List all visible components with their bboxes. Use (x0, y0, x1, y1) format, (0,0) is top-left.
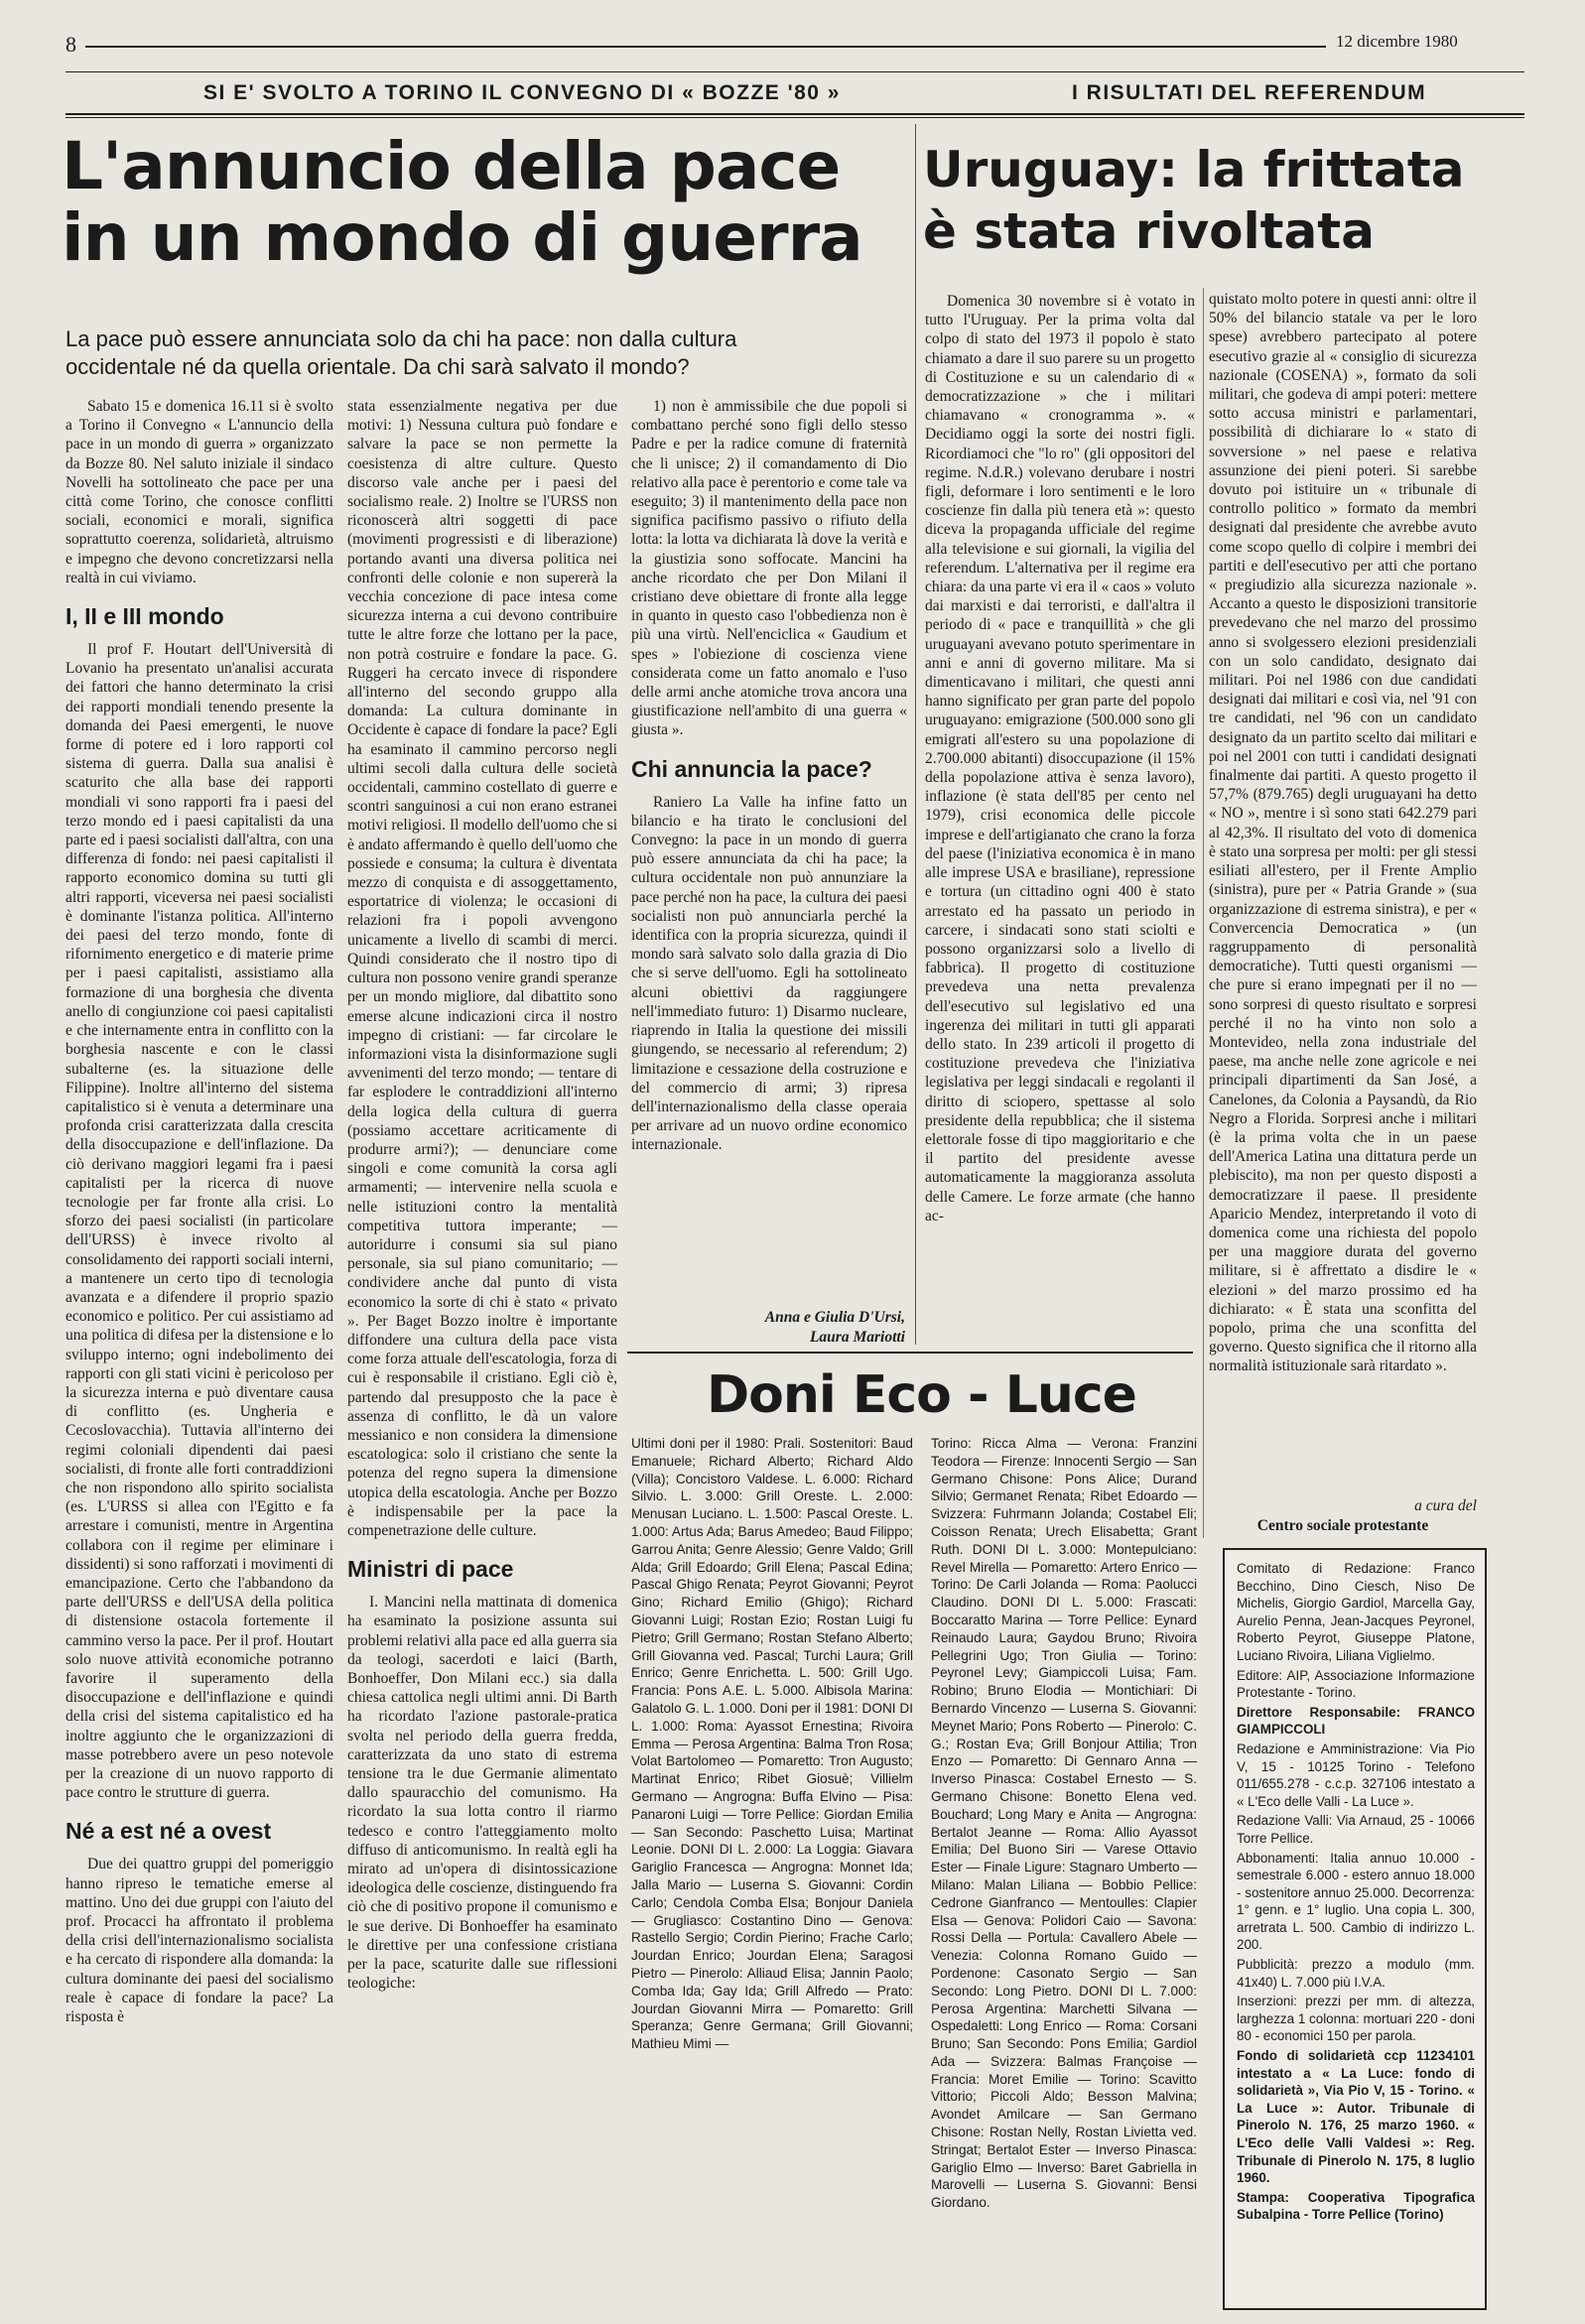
headline-line-2: in un mondo di guerra (62, 199, 862, 276)
doni-headline: Doni Eco - Luce (707, 1365, 1136, 1425)
doni-text: Ultimi doni per il 1980: Prali. Sostenitori: Baud Emanuele; Richard Alberto; Richard Aldo (Villa); Concistoro Valdese. L. 6.000: Richard Silvio. L. 3.000: Grill Oreste. L. 2.000: Menusan Luciano. L. 1.500: Pascal Oreste. L. 1.000: Artus Ada; Barus Amedeo; Baud Filippo; Garrou Anita; Genre Alessio; Genre Valdo; Grill Alda; Grill Edoardo; Grill Elena; Pascal Edina; Pascal Ghigo Renata; Peyrot Giovanni; Peyrot Gino; Richard Emilio (Ghigo); Richard Giovanni Luigi; Rostan Ezio; Rostan Luigi fu Pietro; Grill Germano; Rostan Stefano Alberto; Grill Giovanna ved. Pascal; Turchi Laura; Grill Enrico; Genre Enrichetta. L. 500: Grill Ugo. Francia: Pons A.E. L. 5.000. Albisola Marina: Galatolo G. L. 1.000. Doni per il 1981: DONI DI L. 1.000: Roma: Ayassot Ernestina; Rivoira Emma — Perosa Argentina: Balma Tron Rosa; Volat Bartolomeo — Pomaretto: Tron Augusto; Martinat Enrico; Ribet Giosuè; Villielm Germano — Angrogna: Buffa Elvino — Pisa: Panaroni Luigi — Torre Pellice: Giordan Emilia — San Secondo: Paschetto Luisa; Martinat Leonie. DONI DI L. 2.000: La Loggia: Giavara Gariglio Francesca — Angrogna: Monnet Ida; Jalla Mario — Luserna S. Giovanni: Cordin Carlo; Cendola Comba Elsa; Bonjour Daniela — Grugliasco: Costantino Dino — Genova: Rastello Sergio; Cordin Pierino; Frache Carlo; Jourdan Enrico; Jourdan Elena; Saragosi Pietro — Pinerolo: Alliaud Elisa; Jannin Paolo; Comba Ida; Gay Ida; Grill Alfredo — Prato: Jourdan Giovanni Mirra — Pomaretto: Grill Speranza; Genre Germana; Grill Giovanni; Mathieu Mimi — (631, 1436, 913, 2052)
masthead-comitato: Comitato di Redazione: Franco Becchino, Dino Ciesch, Niso De Michelis, Giorgio Gardiol, Marcella Gay, Aurelio Penna, Jean-Jacques Peyronel, Roberto Peyrot, Giuseppe Platone, Luciano Rivoira, Liliana Viglielmo. (1237, 1561, 1475, 1663)
credit (1209, 1496, 1477, 1536)
article-column-3 (631, 397, 907, 1310)
section-heading: Chi annuncia la pace? (631, 755, 872, 782)
section-heading: Né a est né a ovest (66, 1818, 272, 1845)
paragraph: Sabato 15 e domenica 16.11 si è svolto a Torino il Convegno « L'annuncio della pace in un mondo di guerra » organizzato da Bozze 80. Nel saluto iniziale il sindaco Novelli ha sottolineato che pace per una città come Torino, che conosce conflitti sociali, economici e morali, significa soprattutto coerenza, solidarietà, altruismo e impegno che devono concretizzarsi nella realtà in cui viviamo. (66, 398, 333, 586)
masthead-valli: Redazione Valli: Via Arnaud, 25 - 10066 Torre Pellice. (1237, 1813, 1475, 1846)
subheadline-2: occidentale né da quella orientale. Da chi sarà salvato il mondo? (66, 354, 690, 379)
left-kicker: SI E' SVOLTO A TORINO IL CONVEGNO DI « BOZZE '80 » (203, 81, 841, 104)
paragraph: Due dei quattro gruppi del pomeriggio hanno ripreso le tematiche emerse al mattino. Uno dei due gruppi con l'aiuto del prof. Procacci ha affrontato il problema della crisi dell'internazionalismo socialista e ha cercato di rispondere alla domanda: la cultura dominante dei paesi del socialismo reale è capace di fondare la pace? La risposta è (66, 1856, 333, 2026)
uruguay-headline-2: è stata rivoltata (923, 202, 1375, 260)
credit-line-2: Centro sociale protestante (1256, 1517, 1429, 1534)
headline-line-1: L'annuncio della pace (62, 128, 841, 204)
paragraph: Raniero La Valle ha infine fatto un bilancio e ha tirato le conclusioni del Convegno: la pace in un mondo di guerra può essere annunciata da chi ha pace; la cultura occidentale non può annunziare la pace perché non ha pace, la cultura dei paesi socialisti non può annunciarla perché la identifica con la propria sicurezza, quindi il mondo sarà salvato solo dalla grazia di Dio che si serve dell'uomo. Egli ha sottolineato alcuni obiettivi da raggiungere nell'immediato futuro: 1) Disarmo nucleare, riaprendo in Italia la questione dei missili giungendo, se necessario al referendum; 2) limitazione e cessazione della costruzione e del commercio di armi; 3) ripresa dell'internazionalismo della classe operaia per arrivare ad un nuovo ordine economico internazionale. (631, 793, 907, 1154)
section-heading: Ministri di pace (347, 1556, 514, 1583)
paragraph: stata essenzialmente negativa per due motivi: 1) Nessuna cultura può fondare e salvare la pace se non permette la coesistenza di altre culture. Questo discorso vale anche per i paesi del socialismo reale. 2) Inoltre se l'URSS non riconoscerà altri soggetti di pace (movimenti progressisti e di liberazione) portando avanti una diversa politica nei confronti delle colonie e non supererà la vecchia concezione di pace intesa come sicurezza interna a cui devono contribuire tutte le altre forze che lottano per la pace, non potrà costruire e fondare la pace. G. Ruggeri ha cercato invece di rispondere all'interno del secondo gruppo alla domanda: La cultura dominante in Occidente è capace di fondare la pace? Egli ha esaminato il cammino percorso negli ultimi secoli dalla cultura delle società occidentali, cammino costellato di guerre e scontri sanguinosi a cui non erano estranei motivi religiosi. Il modello dell'uomo che si è andato affermando è quello dell'uomo che possiede e consuma; la cultura è diventata mezzo di conquista e di assoggettamento, esportatrice di violenza; le occasioni di relazioni fra i popoli avvengono unicamente a livello di scambi di merci. Quindi considerato che il nostro tipo di cultura non possono venire grandi speranze per un mondo migliore, dal dibattito sono emerse alcune indicazioni circa il nostro impegno di cristiani: — far circolare le informazioni vista la disinformazione sugli avvenimenti del terzo mondo; — tentare di far esplodere le contraddizioni all'interno della logica della cultura di guerra (possiamo accettare acriticamente di produrre armi?); — denunciare come singoli e come comunità la corsa agli armamenti; — intervenire nella scuola e nelle istituzioni contro la mentalità competitiva tuttora imperante; — autoridurre i consumi sia sul piano personale, sia sul piano comunitario; — condividere anche dal punto di vista economico la sorte di chi è stato « privato ». Per Baget Bozzo inoltre è importante diffondere una cultura della pace vista come forza attuale dell'escatologia, forza di cui è responsabile il cristiano. Egli ciò è, partendo dal presupposto che la pace è assenza di conflitto, le dà un valore messianico e non considera la dimensione escatologica: solo il cristiano che sente la potenza del regno supera la dimensione utopica della escatologia. Anche per Bozzo è indispensabile per la pace la compenetrazione delle culture. (347, 398, 617, 1539)
signature (635, 1308, 905, 1348)
masthead-redazione: Redazione e Amministrazione: Via Pio V, 15 - 10125 Torino - Telefono 011/655.278 - c.c.p. 327106 intestato a « L'Eco delle Valli - La Luce ». (1237, 1741, 1475, 1809)
paragraph: I. Mancini nella mattinata di domenica ha esaminato la posizione assunta sui problemi relativi alla pace ed alla guerra sia da teologi, sacerdoti e laici (Barth, Bonhoeffer, Don Milani ecc.) sia dalla chiesa cattolica negli ultimi anni. Di Barth ha ricordato l'azione pastorale-pratica svolta nel periodo della guerra fredda, caratterizzata da uno stato di estrema tensione tra le due Germanie alimentato dallo spauracchio del comunismo. Ha ricordato la sua lotta contro il riarmo tedesco e contro l'atteggiamento molto diffuso di anticomunismo. In realtà egli ha mirato ad un'opera di disintossicazione ideologica delle coscienze, distinguendo fra ciò che di positivo propone il comunismo e le sue derive. Di Bonhoeffer ha esaminato le direttive per una confessione cristiana per la pace, scaturite dalle sue riflessioni teologiche: (347, 1594, 617, 1993)
paragraph: Domenica 30 novembre si è votato in tutto l'Uruguay. Per la prima volta dal colpo di stato del 1973 il popolo è stato chiamato a dare il suo parere su un progetto di Costituzione e su un calendario di « democratizzazione » che i militari chiamavano « cronogramma ». « Decidiamo oggi la sorte dei nostri figli. Ricordiamoci che "lo ro" (gli oppositori del regime. N.d.R.) volevano derubare i nostri figli, deformare i loro sentimenti e le loro coscienze fin dalla più tenera età »: questo diceva la propaganda ufficiale del regime alla televisione e sui giornali, la vigilia del referendum. L'alternativa per il regime era chiara: da una parte vi era il « caos » voluto dai marxisti e dai terroristi, e dall'altra il periodo di « pace e tranquillità » che gli uruguayani avevano potuto sperimentare in anni e anni di governo militare. Ma si dimenticavano i militari, che questi anni hanno significato per gran parte del popolo uruguayano: emigrazione (500.000 sono gli emigrati all'estero su una popolazione di 2.700.000 abitanti) disoccupazione (il 15% della popolazione attiva è senza lavoro), inflazione (è stata dell'85 per cento nel 1979), crisi economica delle piccole imprese e dell'artigianato che crano la forza del paese (l'iniziativa economica è in mano alle imprese USA e brasiliane), repressione e tortura (un cittadino ogni 400 è stato arrestato ed ha passato un periodo in carcere, i sindacati sono stati sciolti e possono organizzarsi solo a livello di fabbrica). Il progetto di costituzione prevedeva una netta prevalenza dell'esecutivo sul legislativo ed una ingerenza dei militari in tutti gli apparati dello stato. In 239 articoli il progetto di costituzione prevedeva che l'iniziativa legislativa per leggi sindacali e regolanti il diritto di sciopero, spettasse al solo presidente della repubblica; che il sistema elettorale fosse di tipo maggioritario e che il partito del presidente avesse automaticamente la maggioranza assoluta delle Camere. Le forze armate (che hanno ac- (925, 293, 1195, 1225)
article-column-1 (66, 397, 333, 2312)
right-kicker: I RISULTATI DEL REFERENDUM (1072, 81, 1427, 104)
doni-column-2 (931, 1435, 1197, 2308)
paragraph: 1) non è ammissibile che due popoli si combattano perché sono figli dello stesso Padre e per la radice comune di fraternità che li unisce; 2) il comandamento di Dio relativo alla pace è perentorio e come tale va eseguito; 3) il mantenimento della pace non significa pacifismo passivo o rifiuto della lotta: la lotta va dichiarata là dove la verità e la giustizia sono soffocate. Mancini ha anche ricordato che per Don Milani il cristiano deve obiettare di fronte alla legge in quanto in questo caso l'obbedienza non è più una virtù. Nell'enciclica « Gaudium et spes » l'obiezione di coscienza viene considerata come un fatto anomalo e l'uso delle armi anche atomiche trova ancora una giustificazione nell'ambito di una guerra « giusta ». (631, 398, 907, 739)
signature-line-1: Anna e Giulia D'Ursi, (764, 1309, 905, 1326)
header-rule (85, 46, 1326, 48)
subheadline-1: La pace può essere annunciata solo da chi ha pace: non dalla cultura (66, 326, 737, 351)
masthead-box (1223, 1548, 1487, 2310)
uruguay-headline-1: Uruguay: la frittata (923, 141, 1465, 198)
section-heading: I, II e III mondo (66, 603, 224, 630)
page-number: 8 (66, 32, 76, 57)
masthead-fondo: Fondo di solidarietà ccp 11234101 intestato a « La Luce: fondo di solidarietà », Via Pio V, 15 - Torino. « La Luce »: Autor. Tribunale di Pinerolo N. 176, 25 marzo 1960. « L'Eco delle Valli Valdesi »: Reg. Tribunale di Pinerolo N. 175, 8 luglio 1960. (1237, 2048, 1475, 2186)
signature-line-2: Laura Mariotti (809, 1329, 905, 1346)
credit-line-1: a cura del (1414, 1497, 1477, 1514)
masthead-inserzioni: Inserzioni: prezzi per mm. di altezza, larghezza 1 colonna: mortuari 220 - doni 80 - economici 150 per parola. (1237, 1994, 1475, 2044)
doni-rule (627, 1352, 1193, 1354)
issue-date: 12 dicembre 1980 (1336, 32, 1458, 51)
paragraph: quistato molto potere in questi anni: oltre il 50% del bilancio statale va per le loro spese) avrebbero partecipato al potere esecutivo grazie al « consiglio di sicurezza nazionale (COSENA) », formato da soli militari, che godeva di ampi poteri: mettere sotto accusa ministri e parlamentari, possibilità di dichiarare lo « stato di sovversione » nel paese e relativa assunzione dei pieni poteri. Si sarebbe dovuto poi istituire un « tribunale di controllo politico » formato da membri designati dal presidente che avrebbe avuto come scopo quello di colpire i membri dei partiti e dell'esecutivo per atti che portano « pregiudizio alla sicurezza nazionale ». Accanto a questo le disposizioni transitorie prevedevano che nel marzo del prossimo anno si svolgessero elezioni presidenziali con un solo candidato, designato dai militari. Poi nel 1986 con due candidati designati dai militari e così via, nel '91 con tre candidati, nel '96 con un candidato designato da un partito scelto dai militari e poi nel 2001 con tutti i candidati designati finalmente dai partiti. A questo progetto il 57,7% (879.765) degli uruguayani ha detto « NO », mentre i sì sono stati 642.279 pari al 42,3%. Il risultato del voto di domenica è stato una sorpresa per molti: per gli stessi esiliati all'estero, per il Frente Amplio (sinistra), pure per « Patria Grande » (sua organizzazione di estrema sinistra), e per « Convercencia Democratica » (un raggruppamento di personalità democratiche). Tutti questi organismi — che pure si erano impegnati per il no — sono sorpresi di questo risultato e sorpresi perché il no ha vinto non solo a Montevideo, nella zona industriale del paese, ma anche nelle zone agricole e nei principali dipartimenti da San José, a Canelones, da Colonia a Paysandù, da Rio Negro a Florida. Sorpresi anche i militari (è la prima volta che in un paese dell'America Latina una dittatura perde un plebiscito), ma non per questo disposti a democratizzare il paese. Il presidente Aparicio Mendez, interpretando il voto di domenica come una richiesta del popolo per una maggiore durata del governo militare, si è affrettato a disdire le « elezioni » del marzo prossimo ed ha dichiarato: « È stata una sconfitta del popolo, prima che una sconfitta del governo. Questo significa che il ritorno alla normalità istituzionale sarà ritardato ». (1209, 291, 1477, 1375)
doni-column-1 (631, 1435, 913, 2308)
masthead-content (1225, 1550, 1485, 2232)
masthead-editore: Editore: AIP, Associazione Informazione Protestante - Torino. (1237, 1667, 1475, 1701)
subheadline (66, 325, 939, 381)
column-separator (915, 124, 916, 1345)
masthead-pubblicita: Pubblicità: prezzo a modulo (mm. 41x40) L. 7.000 più I.V.A. (1237, 1957, 1475, 1990)
masthead-direttore: Direttore Responsabile: FRANCO GIAMPICCOLI (1237, 1704, 1475, 1738)
paragraph: Il prof F. Houtart dell'Università di Lovanio ha presentato un'analisi accurata dei fattori che hanno determinato la crisi dei rapporti mondiali tenendo presente la domanda dei Paesi emergenti, le nuove forme di potere ed i loro rapporti col sistema di guerra. Dalla sua analisi è scaturito che alla base dei rapporti mondiali vi sono rapporti fra i paesi del terzo mondo ed i paesi capitalisti da una parte ed i paesi socialisti dall'altra, con una differenza di fondo: nei paesi capitalisti il rapporto economico domina su tutti gli altri rapporti, viceversa nei paesi socialisti è dominante l'istanza politica. All'interno dei paesi del terzo mondo, fonte di rifornimento energetico e di materie prime per i paesi capitalisti, assistiamo alla formazione di una borghesia che diventa anello di congiunzione coi paesi capitalisti e che internamente entra in conflitto con la borghesia nascente e con le classi subalterne (es. la situazione delle Filippine). Inoltre all'interno del sistema capitalistico si è venuta a determinare una profonda crisi caratterizzata dalla crescita della disoccupazione e dell'inflazione. Da ciò derivano maggiori legami fra i paesi capitalisti per la ricerca di nuove tecnologie per far fronte alla crisi. Lo sforzo dei paesi socialisti (in particolare dell'URSS) è invece rivolto al consolidamento dei rapporti sociali interni, a mantenere un certo tipo di tecnologia avanzata e a difendere il proprio spazio economico e politico. Per cui assistiamo ad una politica di difesa per la distensione e lo sviluppo interno; ogni indebolimento dei rapporti con gli stati vicini è pericoloso per la sicurezza interna e può diventare causa di conflitto (es. Ungheria e Cecoslovacchia). Tuttavia all'interno dei regimi coloniali dipendenti dai paesi socialisti, di fronte alle forti contraddizioni che non rispondono allo spirito socialista (es. L'URSS si allea con l'Egitto e fa arrestare i comunisti, mentre in Argentina collabora con il regime per eliminare i dissidenti) si sono rafforzati i movimenti di emancipazione. Certo che l'abbandono da parte dell'URSS e dell'USA della politica di distensione ostacola fortemente il cammino verso la pace. Per il prof. Houtart solo nuove attività economiche potranno favorire il superamento della disoccupazione e dell'inflazione e quindi della crisi del sistema capitalistico ed ha inoltre aggiunto che le organizzazioni di masse potrebbero avere un peso notevole per la creazione di un nuovo rapporto di pace contro le strutture di guerra. (66, 641, 333, 1802)
kicker-rule-2 (66, 117, 1524, 118)
uruguay-column-2 (1209, 290, 1477, 1492)
uruguay-column-1 (925, 292, 1195, 1326)
doni-text: Torino: Ricca Alma — Verona: Franzini Teodora — Firenze: Innocenti Sergio — San Germano Chisone: Pons Alice; Durand Silvio; Germanet Renata; Ribet Edoardo — Svizzera: Fuhrmann Jolanda; Costabel Eli; Coisson Renata; Urech Elisabetta; Grant Ruth. DONI DI L. 3.000: Montepulciano: Revel Mirella — Pomaretto: Artero Enrico — Torino: De Carli Jolanda — Roma: Paolucci Claudino. DONI DI L. 5.000: Frascati: Boccaratto Marina — Torre Pellice: Eynard Reinaudo Laura; Gaydou Bruno; Rivoira Pellegrini Ugo; Tron Giulia — Torino: Peyronel Levy; Giampiccoli Luisa; Fam. Robino; Bruno Elodia — Montichiari: Di Bernardo Vincenzo — Luserna S. Giovanni: Meynet Mario; Pons Roberto — Pinerolo: C. G.; Rostan Eva; Grill Bonjour Attilia; Tron Enzo — Pomaretto: Di Gennaro Anna — Inverso Pinasca: Costabel Ernesto — S. Germano Chisone: Bonetto Elena ved. Bouchard; Long Mary e Anita — Angrogna: Bertalot Jeanne — Roma: Allio Ayassot Emilia; Del Buono Siri — Varese Ottavio Ester — Finale Ligure: Stagnaro Umberto — Milano: Malan Liliana — Bobbio Pellice: Cedrone Gianfranco — Mentoulles: Clapier Elsa — Genova: Polidori Caio — Savona: Rossi Della — Portula: Cavallero Abele — Venezia: Colonna Romano Guido — Pordenone: Casonato Sergio — San Secondo: Long Pietro. DONI DI L. 7.000: Perosa Argentina: Marchetti Silvana — Ospedaletti: Long Enrico — Roma: Corsani Bruno; San Secondo: Pons Emilia; Gardiol Ada — Svizzera: Balmas Françoise — Francia: Moret Emilie — Torino: Scavitto Vittorio; Piccoli Aldo; Besson Malvina; Avondet Amilcare — San Germano Chisone: Rostan Nelly, Rostan Livietta ved. Stringat; Bertalot Ester — Inverso Pinasca: Gariglio Elmo — Inverso: Baret Gabriella in Marovelli — Luserna S. Giovanni: Bensi Giordano. (931, 1436, 1197, 2211)
kicker-rule (66, 113, 1524, 115)
main-headline (62, 128, 935, 276)
uruguay-headline (923, 139, 1519, 262)
masthead-abbonamenti: Abbonamenti: Italia annuo 10.000 - semestrale 6.000 - estero annuo 18.000 - sostenitore annuo 25.000. Decorrenza: 1° genn. e 1° luglio. Una copia L. 300, arretrata L. 500. Cambio di indirizzo L. 200. (1237, 1850, 1475, 1953)
header-rule-2 (66, 71, 1524, 72)
column-separator (1203, 288, 1204, 1538)
masthead-stampa: Stampa: Cooperativa Tipografica Subalpina - Torre Pellice (Torino) (1237, 2189, 1475, 2223)
article-column-2 (347, 397, 617, 2312)
